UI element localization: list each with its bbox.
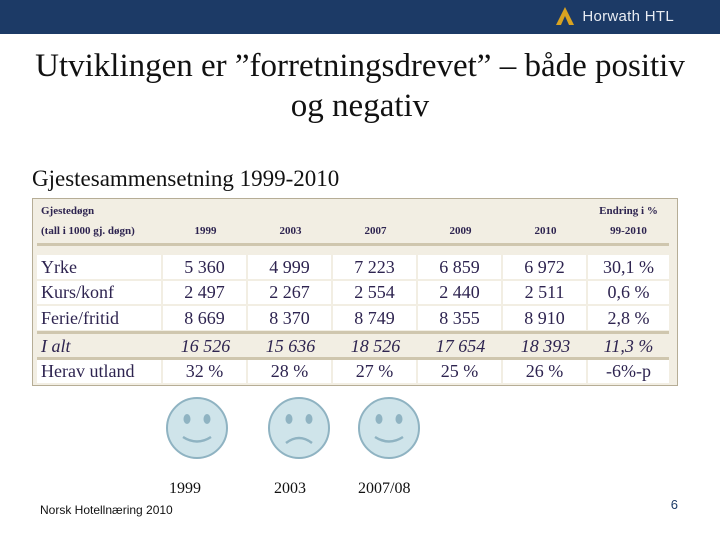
row-label: I alt xyxy=(41,335,71,356)
header-cell xyxy=(503,205,588,221)
table-cell: 7 223 xyxy=(333,255,418,279)
table-cell: -6%-p xyxy=(588,360,669,383)
table-cell: 17 654 xyxy=(435,335,486,356)
row-label: Kurs/konf xyxy=(37,281,163,304)
table-cell: 0,6 % xyxy=(588,281,669,304)
table-cell: 2,8 % xyxy=(588,306,669,330)
table-cell: 18 393 xyxy=(520,335,571,356)
header-cell: 2010 xyxy=(534,225,557,237)
table-divider xyxy=(37,331,669,334)
table-cell: 6 972 xyxy=(503,255,588,279)
table-row-total xyxy=(37,335,669,357)
table-cell: 8 749 xyxy=(333,306,418,330)
table-cell: 2 511 xyxy=(503,281,588,304)
year-label: 2007/08 xyxy=(358,480,411,497)
header-cell xyxy=(248,205,333,221)
company-logo xyxy=(554,3,674,29)
header-cell: 2007 xyxy=(364,225,387,237)
top-bar xyxy=(0,0,720,34)
row-label: Yrke xyxy=(37,255,163,279)
header-cell xyxy=(418,205,503,221)
table-row xyxy=(37,281,669,304)
table-row xyxy=(37,360,669,383)
guest-composition-table xyxy=(32,198,678,386)
header-cell: Gjestedøgn xyxy=(41,205,95,217)
smiley-sad-icon xyxy=(268,397,330,459)
page-number: 6 xyxy=(670,497,678,512)
header-cell: 2003 xyxy=(279,225,302,237)
table-cell: 11,3 % xyxy=(603,335,654,356)
header-cell: 99-2010 xyxy=(610,225,647,237)
slide-title: Utviklingen er ”forretningsdrevet” – både positiv og negativ xyxy=(35,48,685,124)
header-cell xyxy=(333,205,418,221)
table-subtitle: Gjestesammensetning 1999-2010 xyxy=(32,166,340,191)
header-cell: 2009 xyxy=(449,225,472,237)
table-cell: 25 % xyxy=(418,360,503,383)
table-cell: 16 526 xyxy=(180,335,231,356)
table-cell: 8 669 xyxy=(163,306,248,330)
table-divider xyxy=(37,243,669,246)
table-row xyxy=(37,306,669,330)
table-cell: 27 % xyxy=(333,360,418,383)
table-cell: 5 360 xyxy=(163,255,248,279)
table-cell: 30,1 % xyxy=(588,255,669,279)
header-cell: 1999 xyxy=(194,225,217,237)
header-cell xyxy=(163,205,248,221)
table-header-row-1 xyxy=(37,205,669,221)
year-label: 2003 xyxy=(274,480,306,497)
smiley-happy-icon xyxy=(358,397,420,459)
row-label: Herav utland xyxy=(37,360,163,383)
table-cell: 8 355 xyxy=(418,306,503,330)
table-cell: 2 497 xyxy=(163,281,248,304)
horwath-logo-icon xyxy=(554,5,576,27)
table-header-row-2 xyxy=(37,225,669,241)
table-cell: 2 440 xyxy=(418,281,503,304)
year-label: 1999 xyxy=(169,480,201,497)
logo-text: Horwath HTL xyxy=(582,7,674,25)
table-row xyxy=(37,255,669,279)
table-cell: 26 % xyxy=(503,360,588,383)
table-cell: 15 636 xyxy=(265,335,316,356)
table-cell: 2 267 xyxy=(248,281,333,304)
table-cell: 6 859 xyxy=(418,255,503,279)
footer-source: Norsk Hotellnæring 2010 xyxy=(40,503,173,517)
table-cell: 2 554 xyxy=(333,281,418,304)
table-cell: 8 910 xyxy=(503,306,588,330)
table-cell: 4 999 xyxy=(248,255,333,279)
table-cell: 32 % xyxy=(163,360,248,383)
table-cell: 28 % xyxy=(248,360,333,383)
header-cell: (tall i 1000 gj. døgn) xyxy=(41,225,135,237)
table-cell: 18 526 xyxy=(350,335,401,356)
table-cell: 8 370 xyxy=(248,306,333,330)
header-cell: Endring i % xyxy=(599,205,658,217)
row-label: Ferie/fritid xyxy=(37,306,163,330)
smiley-happy-icon xyxy=(166,397,228,459)
